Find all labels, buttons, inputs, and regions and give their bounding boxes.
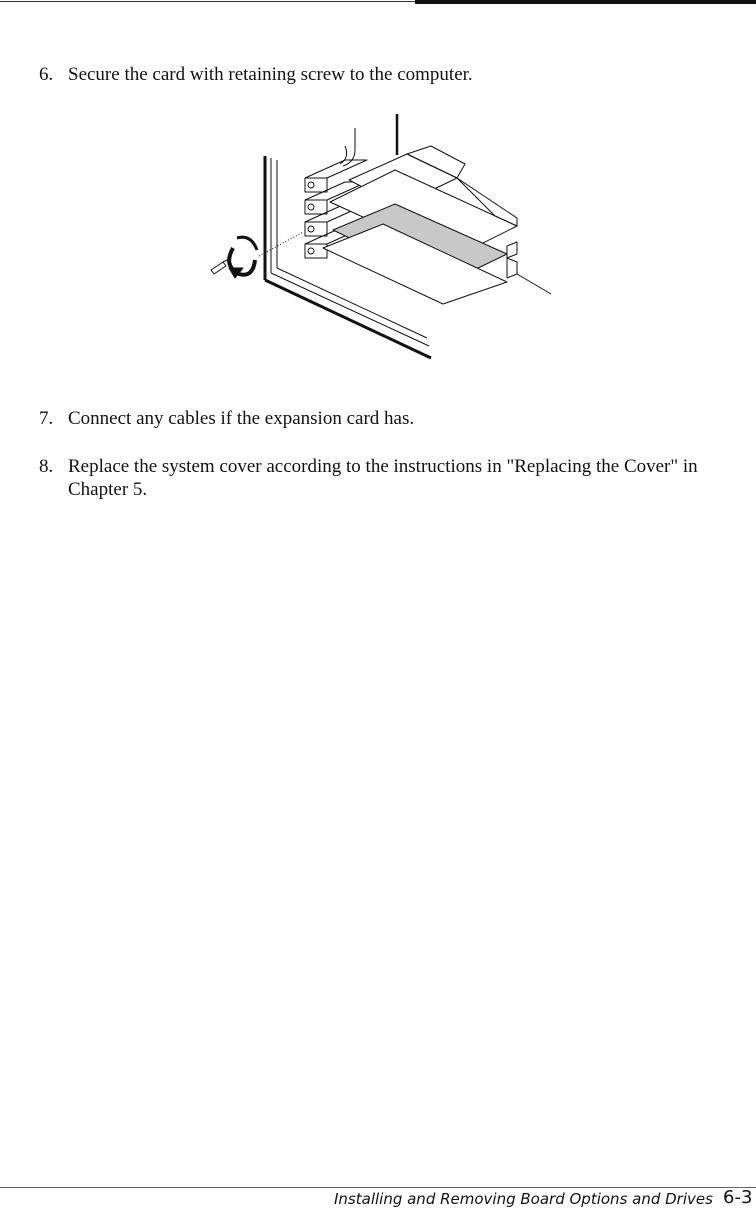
expansion-cards (323, 146, 551, 304)
header-rule-thick (415, 0, 756, 4)
footer-page-number: 6-3 (723, 1187, 753, 1208)
step-number: 6. (39, 64, 54, 85)
rotation-arrow-icon (229, 237, 257, 278)
step-text: Replace the system cover according to the instructions in "Replacing the Cover" in Chapter 5. (68, 456, 698, 500)
step-number: 8. (39, 456, 54, 477)
expansion-card-screw-illustration (195, 108, 560, 368)
step-text: Connect any cables if the expansion card has. (68, 408, 415, 429)
screw-icon (211, 232, 303, 274)
footer-chapter-title: Installing and Removing Board Options and Drives (334, 1190, 713, 1208)
step-text: Secure the card with retaining screw to the computer. (68, 64, 473, 85)
header-rule-thin (0, 1, 415, 2)
step-number: 7. (39, 408, 54, 429)
